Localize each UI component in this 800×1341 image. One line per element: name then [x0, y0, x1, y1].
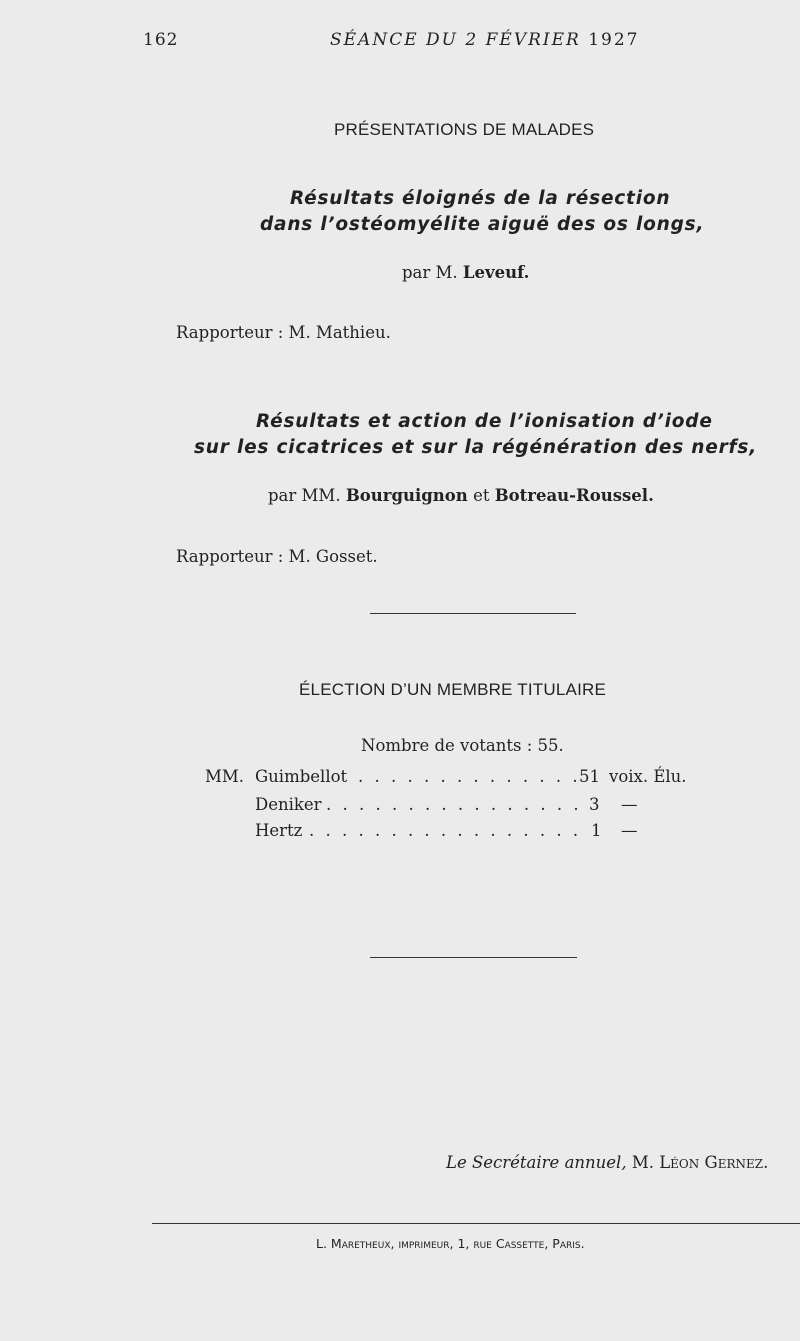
item1-byline [402, 263, 529, 282]
item1-title-line2: dans l’ostéomyélite aiguë des os longs, [260, 214, 705, 235]
closing-divider [370, 957, 577, 958]
item2-byline [268, 486, 654, 505]
item2-conj: et [473, 486, 490, 505]
result-row-dots: . . . . . . . . . . . . . . . . . [309, 821, 582, 840]
item2-title-line1: Résultats et action de l’ionisation d’iode [256, 411, 713, 432]
running-head [330, 30, 640, 50]
result-row-name: Hertz [255, 821, 303, 840]
item1-by-prefix: par M. [402, 263, 458, 282]
result-row-suffix: — [621, 821, 638, 840]
result-row-suffix: voix. Élu. [609, 767, 687, 786]
item2-by-prefix: par MM. [268, 486, 341, 505]
item1-author: Leveuf. [462, 263, 530, 282]
section-divider [370, 613, 576, 614]
footer-rule [152, 1223, 800, 1224]
election-prefix: MM. [205, 767, 245, 786]
item2-title-line2: sur les cicatrices et sur la régénération des nerfs, [194, 437, 758, 458]
signature-name-prefix: M. [631, 1153, 654, 1172]
running-head-year: 1927 [588, 30, 640, 50]
result-row-name: Deniker [255, 795, 322, 814]
signature-name: Léon Gernez. [659, 1153, 769, 1172]
signature [446, 1153, 768, 1172]
item1-rapporteur: Rapporteur : M. Mathieu. [176, 323, 391, 342]
result-row-votes: 51 [579, 767, 600, 786]
item1-title-line1: Résultats éloignés de la résection [290, 188, 671, 209]
item2-author1: Bourguignon [345, 486, 468, 505]
result-row-suffix: — [621, 795, 638, 814]
result-row-dots: . . . . . . . . . . . . . . [358, 767, 581, 786]
election-title: ÉLECTION D’UN MEMBRE TITULAIRE [299, 680, 607, 699]
item2-rapporteur: Rapporteur : M. Gosset. [176, 547, 378, 566]
result-row-votes: 1 [591, 821, 602, 840]
result-row-name: Guimbellot [255, 767, 348, 786]
election-voters: Nombre de votants : 55. [361, 736, 564, 755]
result-row-dots: . . . . . . . . . . . . . . . . [326, 795, 582, 814]
page-number: 162 [143, 30, 179, 50]
presentations-title: PRÉSENTATIONS DE MALADES [334, 120, 595, 139]
running-head-title: SÉANCE DU 2 FÉVRIER [330, 30, 581, 50]
result-row-votes: 3 [589, 795, 600, 814]
printer-imprint: L. Maretheux, imprimeur, 1, rue Cassette, Paris. [316, 1236, 585, 1251]
signature-role: Le Secrétaire annuel, [446, 1153, 627, 1172]
item2-author2: Botreau-Roussel. [494, 486, 654, 505]
